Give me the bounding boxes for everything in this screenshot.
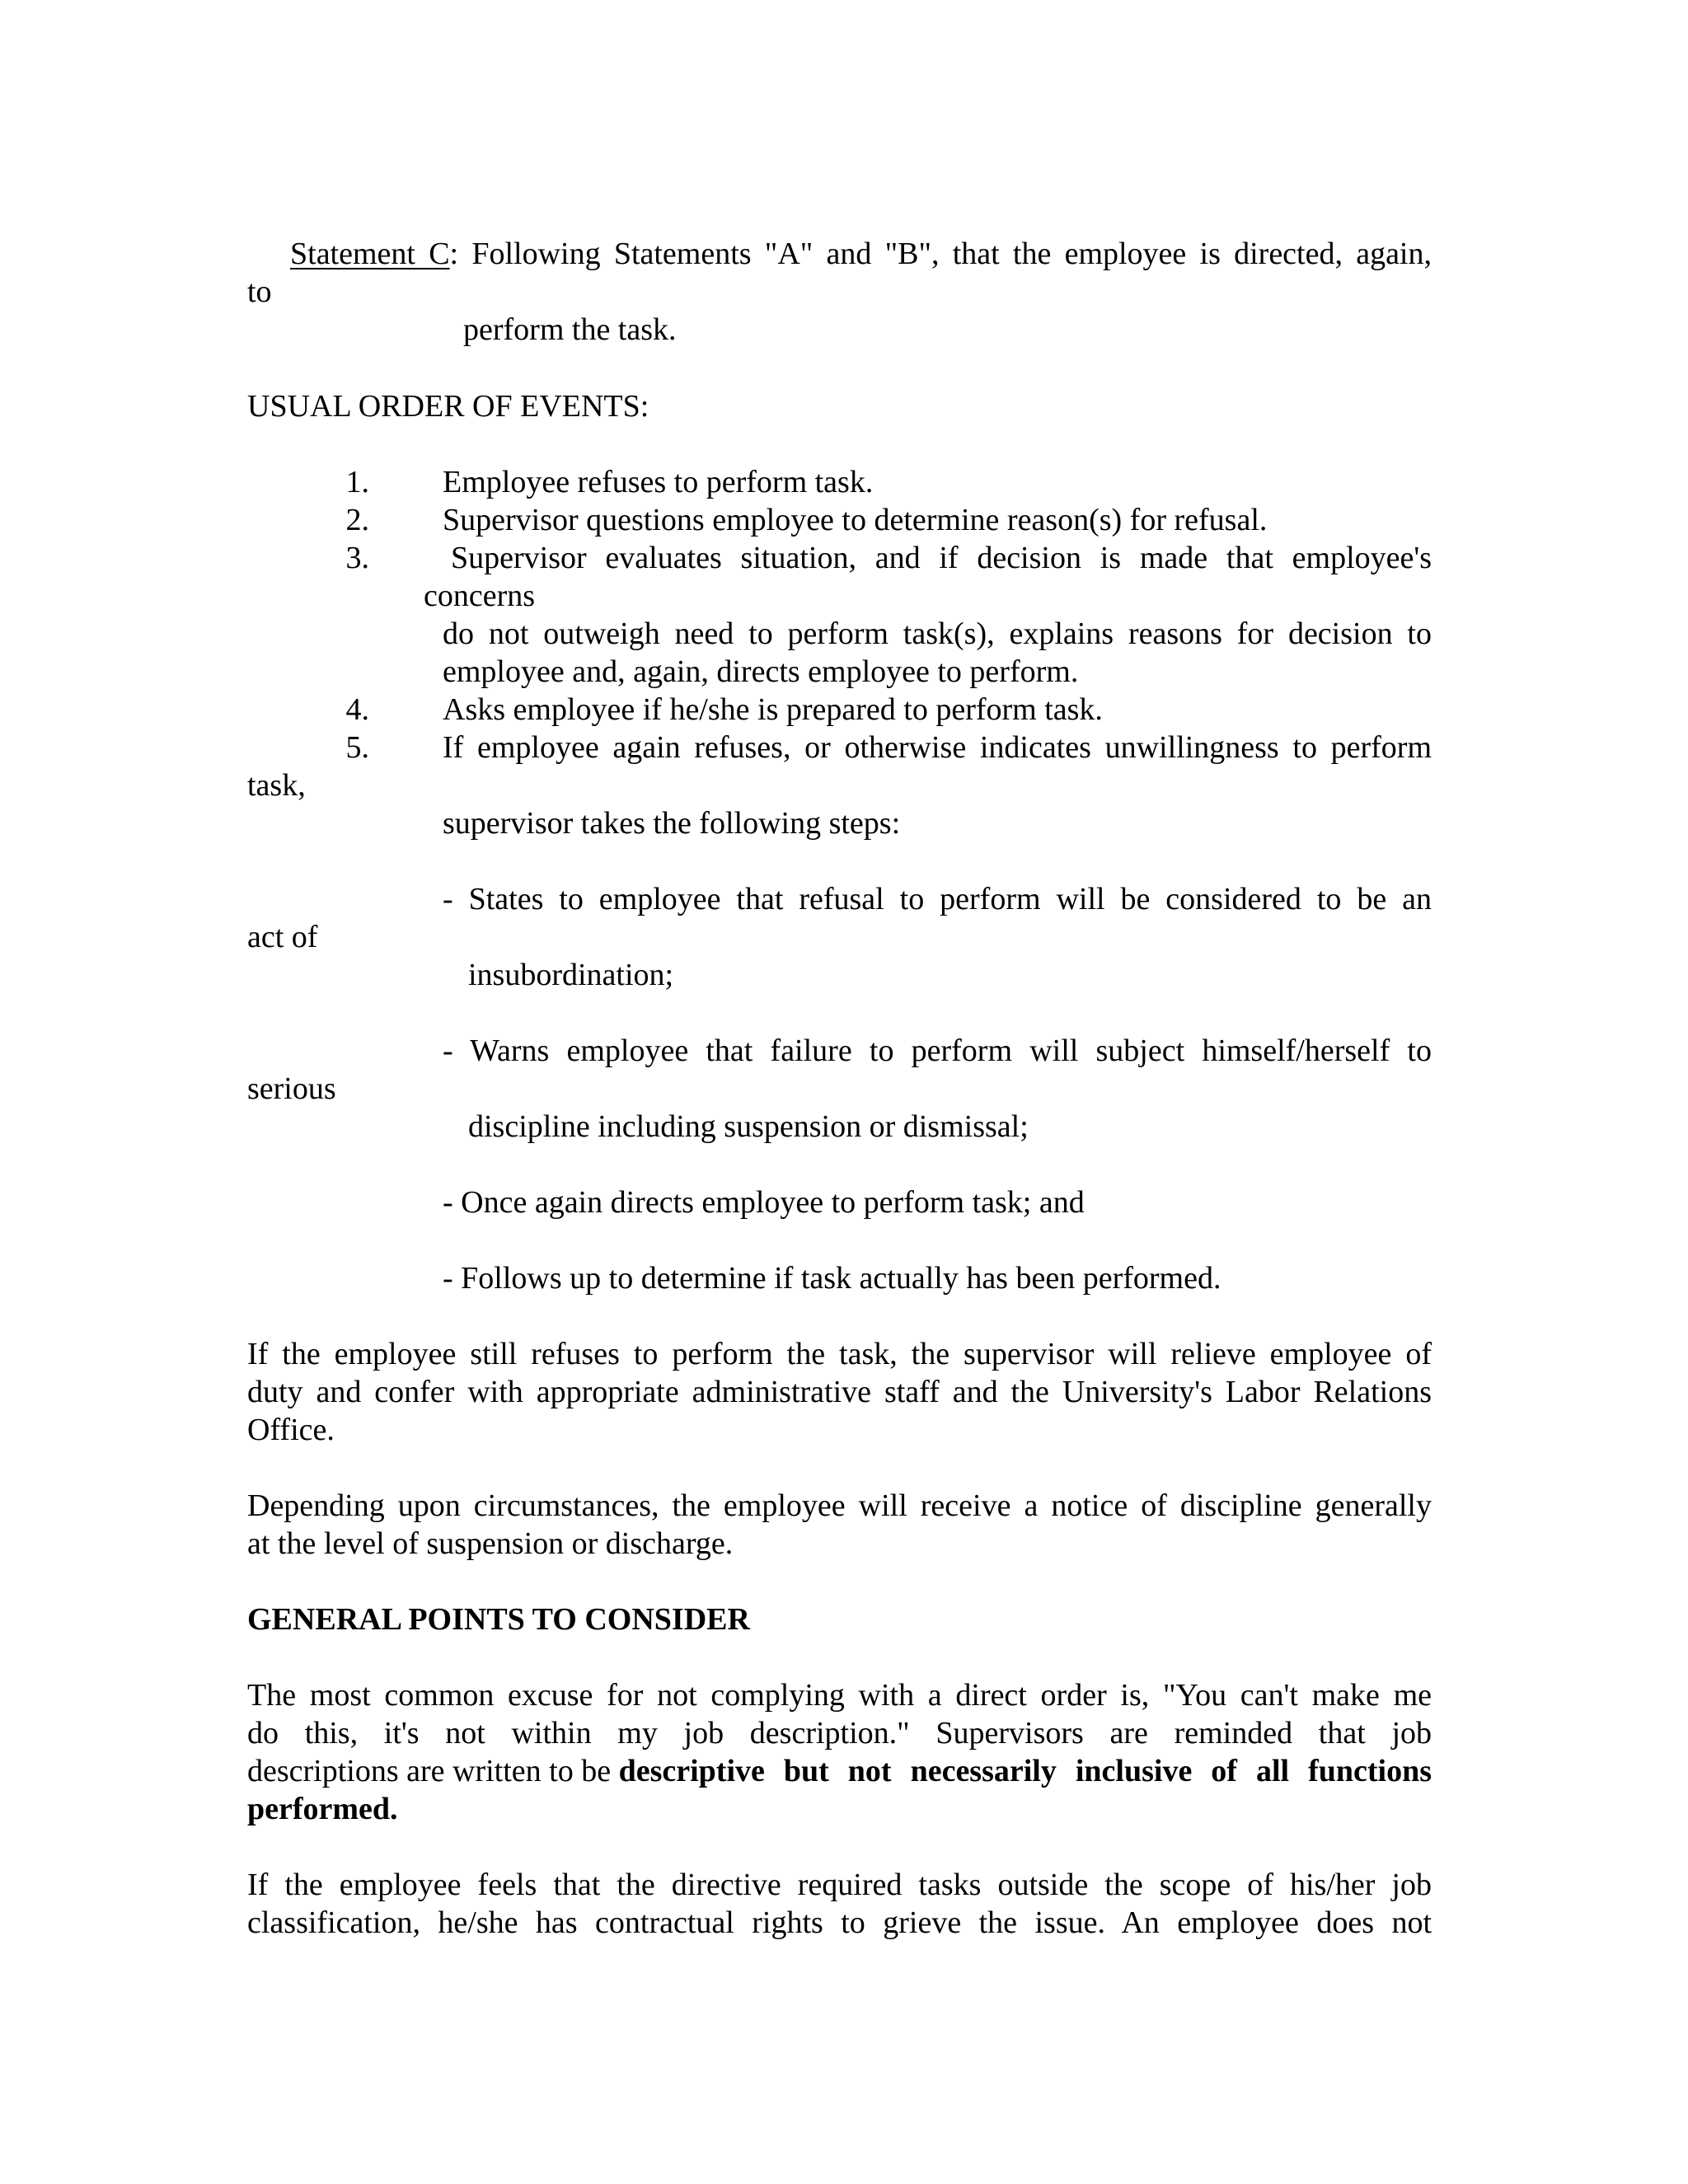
paragraph-line [247,1752,1432,1790]
paragraph-line: classification, he/she has contractual rights to grieve the issue. An employee does not [247,1905,1432,1940]
list-item-text: Employee refuses to perform task. [443,465,874,499]
list-item-number: 5. [345,730,369,765]
list-item-number: 4. [345,692,369,727]
list-item-text: employee and, again, directs employee to perform. [443,654,1079,689]
paragraph-line: Office. [247,1413,335,1447]
list-item-text: Asks employee if he/she is prepared to perform task. [443,692,1103,727]
statement-c-line1 [290,235,1432,273]
paragraph-line: Depending upon circumstances, the employee will receive a notice of discipline generally [247,1488,1432,1523]
list-item-text: Supervisor questions employee to determine reason(s) for refusal. [443,503,1268,537]
general-points-heading: GENERAL POINTS TO CONSIDER [247,1602,750,1637]
list-item-number: 2. [345,503,369,537]
list-item-number: 1. [345,465,369,499]
paragraph-line: do this, it's not within my job description." Supervisors are reminded that job [247,1716,1432,1750]
step-item-text: insubordination; [468,958,674,992]
step-item-text: - Once again directs employee to perform task; and [443,1185,1085,1220]
list-item-number: 3. [345,541,369,575]
statement-c-line3: perform the task. [463,312,677,347]
step-item-text: serious [247,1071,336,1106]
paragraph-line: at the level of suspension or discharge. [247,1526,734,1561]
paragraph-text: descriptions are written to be [247,1754,619,1788]
list-item-text: do not outweigh need to perform task(s), explains reasons for decision to [443,616,1432,651]
statement-c-text: : Following Statements "A" and "B", that the employee is directed, again, [449,237,1432,271]
list-item-text: supervisor takes the following steps: [443,806,901,841]
step-item-text: - Warns employee that failure to perform will subject himself/herself to [443,1033,1432,1068]
list-item-text: task, [247,768,306,803]
statement-c-label: Statement C [290,237,450,271]
step-item-text: act of [247,920,318,954]
paragraph-line: If the employee feels that the directive required tasks outside the scope of his/her job [247,1868,1432,1902]
step-item-text: - Follows up to determine if task actually has been performed. [443,1261,1221,1296]
step-item-text: discipline including suspension or dismissal; [468,1109,1029,1144]
usual-order-heading: USUAL ORDER OF EVENTS: [247,389,649,424]
paragraph-line: The most common excuse for not complying with a direct order is, "You can't make me [247,1678,1432,1713]
paragraph-line: If the employee still refuses to perform the task, the supervisor will relieve employee of [247,1337,1432,1371]
list-item-text: Supervisor evaluates situation, and if decision is made that employee's [451,541,1432,575]
paragraph-line: duty and confer with appropriate administrative staff and the University's Labor Relations [247,1375,1432,1409]
step-item-text: - States to employee that refusal to perform will be considered to be an [443,882,1432,916]
statement-c-line2: to [247,274,272,309]
list-item-text: concerns [424,579,536,613]
paragraph-bold-text: performed. [247,1792,398,1826]
paragraph-bold-text: descriptive but not necessarily inclusive of all functions [618,1754,1432,1788]
list-item-text: If employee again refuses, or otherwise indicates unwillingness to perform [443,730,1432,765]
